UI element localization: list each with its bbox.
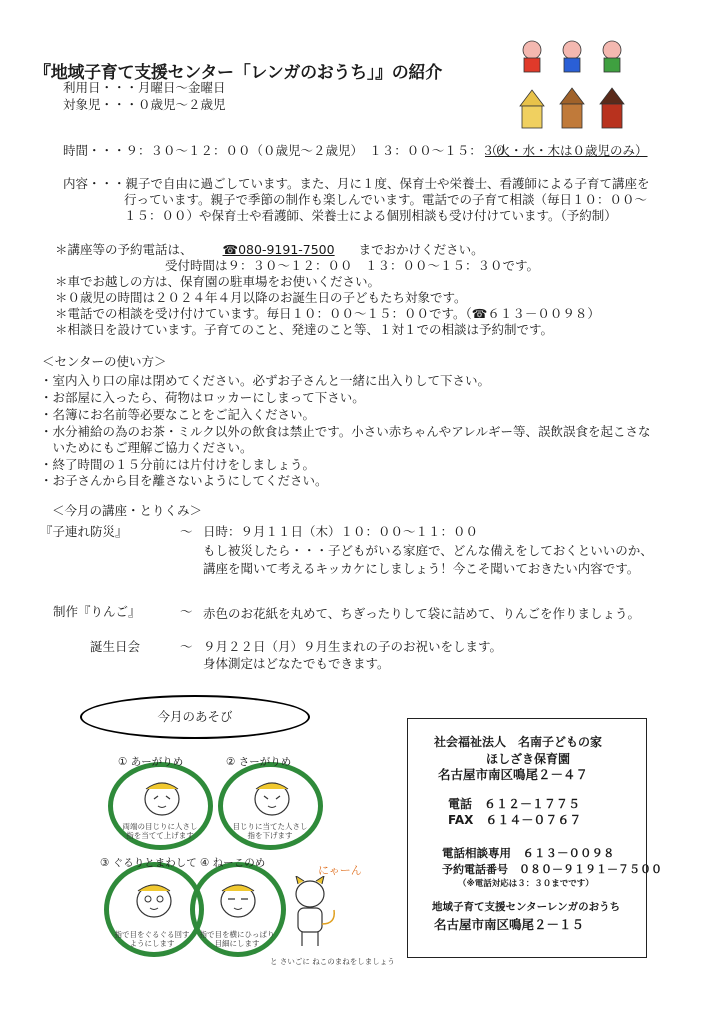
pig-icon: [523, 41, 541, 72]
usage-item: いためにもご理解ご協力ください。: [40, 440, 253, 455]
usage-item: ・お子さんから目を離さないようにしてください。: [40, 473, 328, 488]
wood-house-icon: [560, 88, 584, 128]
org-name: 社会福祉法人 名南子どもの家: [434, 735, 603, 749]
content-line-3: １５：００）や保育士や看護師、栄養士による個別相談も受け付けています。（予約制）: [124, 208, 617, 223]
event-birthday-desc-1: ９月２２日（月）９月生まれの子のお祝いをします。: [203, 639, 503, 654]
consult-day-note: ＊相談日を設けています。子育てのこと、発達のこと等、１対１での相談は予約制です。: [55, 322, 554, 337]
event-craft-desc: 赤色のお花紙を丸めて、ちぎったりして袋に詰めて、りんごを作りましょう。: [203, 606, 641, 621]
child-face-icon: [248, 775, 296, 819]
today-heading: ＜今月の講座・とりくみ＞: [52, 503, 203, 518]
zero-year-note: ＊０歳児の時間は２０２４年４月以降のお誕生日の子どもたち対象です。: [55, 290, 467, 305]
usage-item: ・名簿にお名前等必要なことをご記入ください。: [40, 407, 316, 422]
pig-icon: [563, 41, 581, 72]
play-label-2: ② さーがりめ: [226, 756, 292, 768]
target-ages: 対象児・・・０歳児～２歳児: [63, 97, 226, 112]
usage-heading: ＜センターの使い方＞: [42, 354, 167, 369]
event-birthday-desc-2: 身体測定はどなたでもできます。: [203, 656, 390, 671]
event-birthday-name: 誕生日会: [90, 639, 141, 654]
content-line-1: 内容・・・親子で自由に過ごしています。また、月に１度、保育士や栄養士、看護師による子育て講座を: [63, 176, 650, 191]
event-disaster-name: 『子連れ防災』: [40, 524, 128, 539]
event-disaster-date: 日時：９月１１日（木）１０：００～１１：００: [203, 524, 479, 539]
reserve-note: [55, 242, 484, 258]
page-title: 『地域子育て支援センター「レンガのおうち」』の紹介: [34, 63, 442, 83]
play-label-1: ① あーがりめ: [118, 756, 184, 768]
nursery-address: 名古屋市南区鳴尾２－４７: [438, 767, 589, 782]
usage-item: ・室内入り口の扉は閉めてください。必ずお子さんと一緒に出入りして下さい。: [40, 373, 491, 388]
contact-box: [407, 718, 662, 958]
phone-consult-note: ＊電話での相談を受け付けています。毎日１０：００～１５：００です。（☎６１３－００９８）: [55, 306, 600, 321]
play-text-3: 指で目をぐるぐる回すようにします: [114, 930, 190, 948]
parking-note: ＊車でお越しの方は、保育園の駐車場をお使いください。: [55, 274, 381, 289]
play-text-4: 指で目を横にひっぱり目細にします: [199, 930, 275, 948]
event-tilde: ～: [180, 604, 193, 619]
play-label-4: ④ ねーこのめ: [200, 857, 266, 869]
hours-line: 時間・・・９：３０～１２：００（０歳児～２歳児） １３：００～１５：３０: [63, 143, 507, 158]
reserve-phone: ☎080-9191-7500: [222, 242, 335, 257]
reception-hours: 受付時間は９：３０～１２：００ １３：００～１５：３０です。: [165, 258, 540, 273]
cat-bubble: にゃーん: [318, 864, 362, 877]
usage-item: ・水分補給の為のお茶・ミルク以外の飲食は禁止です。小さい赤ちゃんやアレルギー等、誤飲誤食を起こさな: [40, 424, 651, 439]
play-heading-oval: [80, 695, 310, 739]
play-text-1: 両端の目じりに人さし指を当てて上げます: [122, 822, 198, 840]
reserve-tel-note: （※電話対応は３：３０までです）: [458, 879, 594, 889]
play-label-3: ③ ぐるりとまわして: [100, 857, 197, 869]
three-pigs-illustration: [512, 38, 637, 133]
nursery-name: ほしざき保育園: [486, 752, 571, 766]
child-face-icon: [138, 775, 186, 819]
usage-days: 利用日・・・月曜日～金曜日: [63, 80, 226, 95]
center-address: 名古屋市南区鳴尾２－１５: [434, 917, 585, 932]
usage-item: ・お部屋に入ったら、荷物はロッカーにしまって下さい。: [40, 390, 365, 405]
play-text-2: 目じりに当てた人さし指を下げます: [232, 822, 308, 840]
usage-item: ・終了時間の１５分前には片付けをしましょう。: [40, 457, 316, 472]
child-face-icon: [130, 877, 178, 925]
event-craft-name: 制作『りんご』: [53, 604, 141, 619]
pig-icon: [603, 41, 621, 72]
brick-house-icon: [600, 88, 624, 128]
hours-note: （火・水・木は０歳児のみ）: [485, 143, 648, 158]
reserve-prefix: ＊講座等の予約電話は、: [55, 242, 193, 257]
event-tilde: ～: [180, 639, 193, 654]
reserve-suffix: までおかけください。: [358, 242, 484, 257]
child-face-icon: [214, 877, 262, 925]
content-line-2: 行っています。親子で季節の制作も楽しんでいます。電話での子育て相談（毎日１０：００～: [124, 192, 648, 207]
straw-house-icon: [520, 90, 544, 128]
nursery-tel: 電話 ６１２－１７７５: [448, 797, 581, 811]
nursery-fax: FAX ６１４－０７６７: [448, 813, 582, 827]
reserve-tel: 予約電話番号 ０８０－９１９１－７５００: [442, 863, 662, 876]
event-disaster-desc-2: 講座を聞いて考えるキッカケにしましょう！今こそ聞いておきたい内容です。: [203, 561, 640, 576]
cat-caption: と さいごに ねこのまねをしましょう: [270, 957, 395, 966]
cat-child-icon: [282, 876, 342, 952]
consult-tel: 電話相談専用 ６１３－００９８: [442, 846, 615, 860]
event-tilde: ～: [180, 524, 193, 539]
play-heading: 今月のあそび: [157, 709, 233, 724]
event-disaster-desc-1: もし被災したら・・・子どもがいる家庭で、どんな備えをしておくといいのか、: [203, 543, 653, 558]
center-name: 地域子育て支援センターレンガのおうち: [432, 901, 621, 913]
